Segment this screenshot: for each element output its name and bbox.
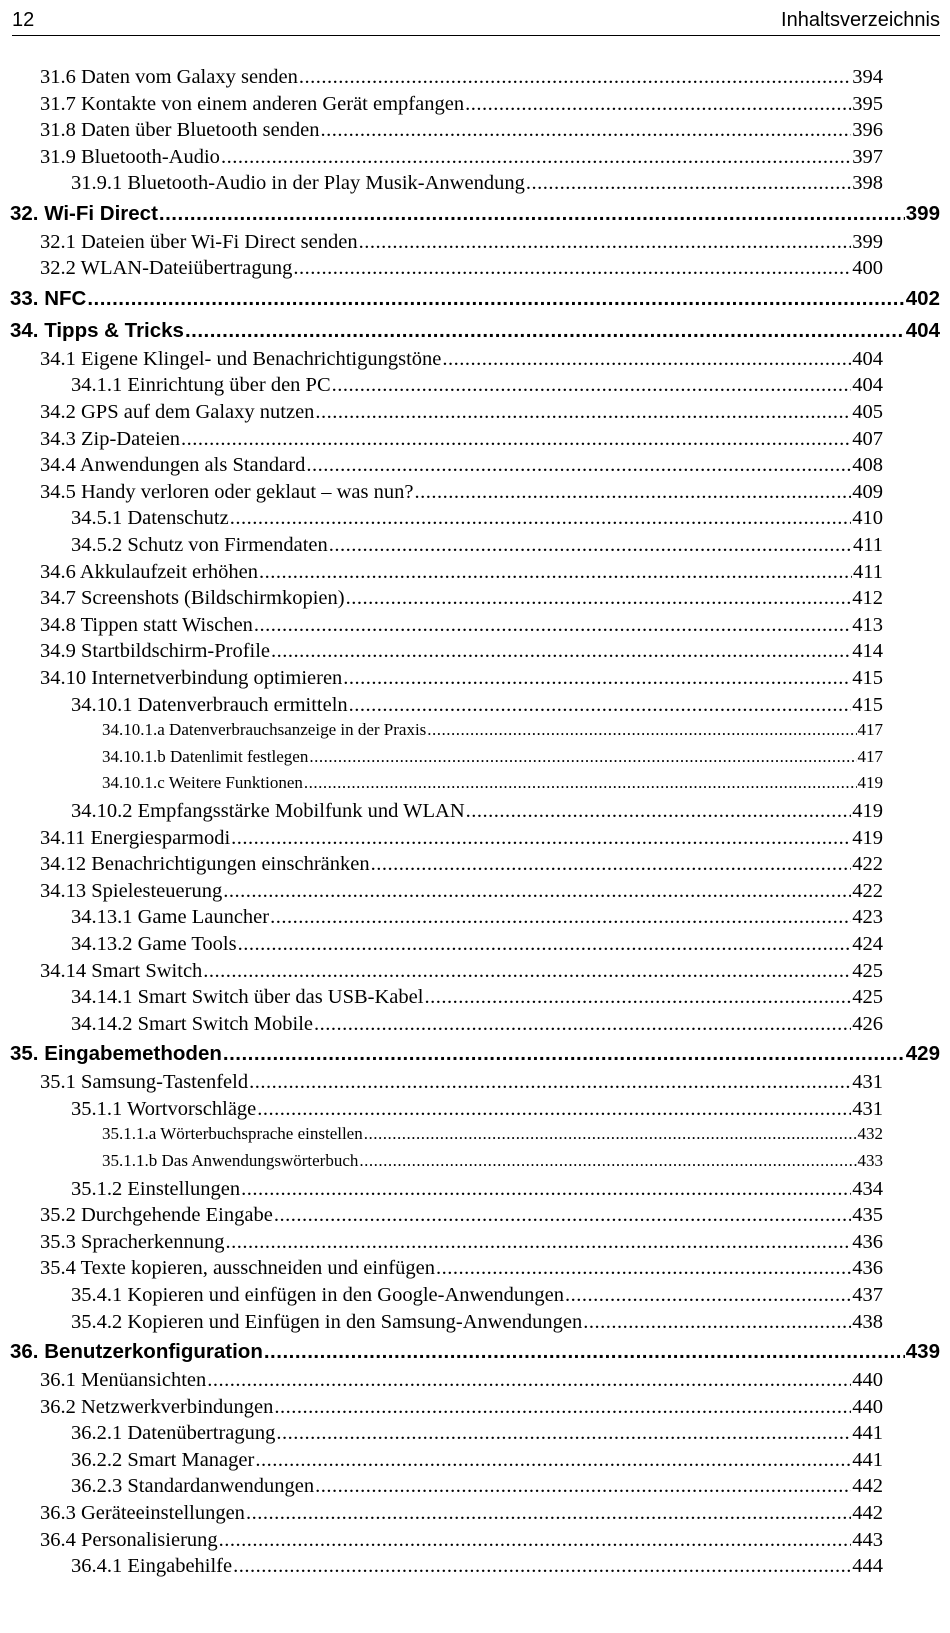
- dot-leader: [359, 231, 852, 254]
- dot-leader: [181, 428, 851, 451]
- toc-entry: [40, 66, 883, 89]
- toc-entry-title: 36.4.1 Eingabehilfe: [71, 1555, 233, 1577]
- toc-entry-page: 400: [852, 257, 883, 279]
- toc-entry-page: 408: [852, 454, 883, 476]
- toc-entry-page: 415: [852, 694, 883, 716]
- dot-leader: [271, 640, 851, 663]
- dot-leader: [466, 800, 852, 823]
- toc-entry-title: 34.13 Spielesteuerung: [40, 880, 223, 902]
- toc-entry-page: 394: [852, 66, 883, 88]
- toc-entry-page: 444: [852, 1555, 883, 1577]
- toc-entry-page: 404: [905, 319, 940, 342]
- toc-entry-title: 34.2 GPS auf dem Galaxy nutzen: [40, 401, 315, 423]
- toc-entry: [71, 1311, 883, 1334]
- toc-entry-page: 409: [852, 481, 883, 503]
- dot-leader: [257, 1098, 851, 1121]
- toc-entry: [40, 428, 883, 451]
- toc-entry-title: 31.8 Daten über Bluetooth senden: [40, 119, 320, 141]
- toc-entry-title: 34.5.2 Schutz von Firmendaten: [71, 534, 328, 556]
- toc-entry-title: 32.2 WLAN-Dateiübertragung: [40, 257, 293, 279]
- toc-entry-page: 438: [852, 1311, 883, 1333]
- dot-leader: [343, 667, 851, 690]
- toc-entry-title: 33. NFC: [10, 287, 87, 310]
- toc-entry-page: 404: [852, 374, 883, 396]
- toc-entry-title: 34.14.1 Smart Switch über das USB-Kabel: [71, 986, 424, 1008]
- page-header: [12, 7, 940, 36]
- dot-leader: [255, 1449, 851, 1472]
- dot-leader: [223, 1042, 905, 1066]
- toc-entry-title: 31.9 Bluetooth-Audio: [40, 146, 220, 168]
- toc-entry-title: 35.1.1 Wortvorschläge: [71, 1098, 257, 1120]
- toc-entry-page: 412: [852, 587, 883, 609]
- toc-entry-page: 440: [852, 1369, 883, 1391]
- toc-entry-title: 31.6 Daten vom Galaxy senden: [40, 66, 298, 88]
- dot-leader: [315, 401, 851, 424]
- toc-entry-title: 34.8 Tippen statt Wischen: [40, 614, 253, 636]
- dot-leader: [321, 119, 852, 142]
- toc-entry-page: 440: [852, 1396, 883, 1418]
- dot-leader: [225, 1231, 851, 1254]
- dot-leader: [427, 720, 856, 740]
- toc-entry-title: 34.10.1.a Datenverbrauchsanzeige in der Praxis: [102, 720, 427, 739]
- toc-entry-title: 36.2 Netzwerkverbindungen: [40, 1396, 274, 1418]
- toc-entry-title: 34.13.2 Game Tools: [71, 933, 237, 955]
- toc-entry-page: 436: [852, 1257, 883, 1279]
- toc-entry: [71, 534, 883, 557]
- dot-leader: [349, 694, 852, 717]
- toc-entry: [40, 614, 883, 637]
- dot-leader: [274, 1396, 851, 1419]
- toc-entry-title: 35.1.1.b Das Anwendungswörterbuch: [102, 1151, 359, 1170]
- toc-entry-page: 419: [852, 800, 883, 822]
- toc-entry-title: 35.1.1.a Wörterbuchsprache einstellen: [102, 1124, 363, 1143]
- toc-chapter-entry: [10, 202, 940, 226]
- toc-entry: [40, 640, 883, 663]
- dot-leader: [436, 1257, 851, 1280]
- dot-leader: [442, 348, 851, 371]
- toc-entry-title: 35.2 Durchgehende Eingabe: [40, 1204, 273, 1226]
- toc-entry: [71, 906, 883, 929]
- toc-entry-page: 435: [852, 1204, 883, 1226]
- toc-entry: [40, 960, 883, 983]
- dot-leader: [219, 1529, 852, 1552]
- dot-leader: [299, 66, 851, 89]
- toc-entry-page: 425: [852, 960, 883, 982]
- toc-entry-page: 443: [852, 1529, 883, 1551]
- dot-leader: [359, 1151, 856, 1171]
- toc-entry: [71, 172, 883, 195]
- toc-entry-page: 424: [852, 933, 883, 955]
- dot-leader: [254, 614, 851, 637]
- toc-entry: [71, 1422, 883, 1445]
- toc-entry-page: 405: [852, 401, 883, 423]
- toc-entry-title: 34.3 Zip-Dateien: [40, 428, 181, 450]
- dot-leader: [565, 1284, 851, 1307]
- header-title: Inhaltsverzeichnis: [781, 9, 940, 31]
- toc-entry-title: 36.2.3 Standardanwendungen: [71, 1475, 315, 1497]
- toc-entry: [40, 880, 883, 903]
- toc-entry-page: 437: [852, 1284, 883, 1306]
- toc-entry-title: 34.13.1 Game Launcher: [71, 906, 270, 928]
- dot-leader: [185, 319, 905, 343]
- toc-entry-title: 34.10.1.b Datenlimit festlegen: [102, 747, 309, 766]
- toc-entry-title: 34.14 Smart Switch: [40, 960, 203, 982]
- toc-entry: [40, 1071, 883, 1094]
- dot-leader: [159, 202, 905, 226]
- toc-entry: [71, 1475, 883, 1498]
- toc-entry: [40, 827, 883, 850]
- dot-leader: [306, 454, 851, 477]
- toc-entry-title: 34.12 Benachrichtigungen einschränken: [40, 853, 370, 875]
- dot-leader: [274, 1204, 851, 1227]
- toc-entry-page: 434: [852, 1178, 883, 1200]
- dot-leader: [246, 1502, 851, 1525]
- toc-entry: [40, 1257, 883, 1280]
- toc-entry-page: 436: [852, 1231, 883, 1253]
- toc-entry-title: 36.4 Personalisierung: [40, 1529, 218, 1551]
- toc-chapter-entry: [10, 287, 940, 311]
- toc-entry-page: 431: [852, 1098, 883, 1120]
- page-number: 12: [12, 9, 35, 31]
- toc-entry-title: 34.4 Anwendungen als Standard: [40, 454, 306, 476]
- dot-leader: [371, 853, 852, 876]
- toc-entry-title: 34.5.1 Datenschutz: [71, 507, 229, 529]
- toc-entry: [40, 1529, 883, 1552]
- dot-leader: [230, 507, 852, 530]
- toc-chapter-entry: [10, 1042, 940, 1066]
- toc-entry-title: 34. Tipps & Tricks: [10, 319, 184, 342]
- toc-entry-title: 34.7 Screenshots (Bildschirmkopien): [40, 587, 345, 609]
- toc-entry: [40, 93, 883, 116]
- toc-chapter-entry: [10, 319, 940, 343]
- dot-leader: [207, 1369, 851, 1392]
- toc-entry-page: 422: [852, 880, 883, 902]
- dot-leader: [249, 1071, 851, 1094]
- toc-entry-page: 431: [852, 1071, 883, 1093]
- toc-entry: [40, 667, 883, 690]
- toc-entry-page: 413: [852, 614, 883, 636]
- toc-entry-page: 417: [857, 720, 883, 739]
- toc-entry-page: 395: [852, 93, 883, 115]
- toc-entry-title: 35.4.2 Kopieren und Einfügen in den Samsung-Anwendungen: [71, 1311, 583, 1333]
- dot-leader: [264, 1340, 905, 1364]
- dot-leader: [276, 1422, 851, 1445]
- toc-entry-title: 35.1 Samsung-Tastenfeld: [40, 1071, 249, 1093]
- toc-entry: [40, 481, 883, 504]
- dot-leader: [223, 880, 851, 903]
- dot-leader: [87, 287, 904, 311]
- dot-leader: [465, 93, 851, 116]
- toc-entry-title: 32.1 Dateien über Wi-Fi Direct senden: [40, 231, 358, 253]
- toc-entry-page: 402: [905, 287, 940, 310]
- dot-leader: [329, 534, 852, 557]
- dot-leader: [238, 933, 852, 956]
- toc-entry-title: 34.9 Startbildschirm-Profile: [40, 640, 271, 662]
- toc-entry-page: 407: [852, 428, 883, 450]
- dot-leader: [293, 257, 851, 280]
- toc-entry: [40, 119, 883, 142]
- toc-entry: [71, 1284, 883, 1307]
- toc-entry-title: 36.2.1 Datenübertragung: [71, 1422, 276, 1444]
- dot-leader: [332, 374, 852, 397]
- dot-leader: [233, 1555, 851, 1578]
- dot-leader: [414, 481, 851, 504]
- toc-entry-page: 410: [852, 507, 883, 529]
- toc-entry: [102, 747, 883, 767]
- toc-entry-page: 441: [852, 1449, 883, 1471]
- toc-entry-page: 422: [852, 853, 883, 875]
- toc-entry: [102, 1151, 883, 1171]
- toc-entry-title: 36. Benutzerkonfiguration: [10, 1340, 263, 1363]
- toc-entry-title: 34.10.1 Datenverbrauch ermitteln: [71, 694, 348, 716]
- toc-chapter-entry: [10, 1340, 940, 1364]
- toc-entry-page: 429: [905, 1042, 940, 1065]
- toc-entry: [40, 853, 883, 876]
- toc-entry: [71, 507, 883, 530]
- dot-leader: [259, 561, 852, 584]
- dot-leader: [315, 1475, 851, 1498]
- toc-entry-page: 399: [905, 202, 940, 225]
- toc-entry: [40, 231, 883, 254]
- toc-entry-title: 31.7 Kontakte von einem anderen Gerät empfangen: [40, 93, 465, 115]
- toc-entry: [40, 348, 883, 371]
- toc-entry-page: 441: [852, 1422, 883, 1444]
- toc-entry-title: 32. Wi-Fi Direct: [10, 202, 158, 225]
- dot-leader: [526, 172, 851, 195]
- toc-entry: [40, 587, 883, 610]
- toc-entry-title: 34.10.1.c Weitere Funktionen: [102, 773, 303, 792]
- toc-entry-page: 397: [852, 146, 883, 168]
- toc-entry: [102, 1124, 883, 1144]
- toc-entry-title: 34.1.1 Einrichtung über den PC: [71, 374, 331, 396]
- toc-entry-page: 419: [852, 827, 883, 849]
- toc-entry-title: 36.1 Menüansichten: [40, 1369, 207, 1391]
- dot-leader: [304, 773, 857, 793]
- toc-entry-page: 425: [852, 986, 883, 1008]
- dot-leader: [583, 1311, 851, 1334]
- dot-leader: [346, 587, 852, 610]
- toc-entry-title: 35.3 Spracherkennung: [40, 1231, 225, 1253]
- toc-entry-title: 34.6 Akkulaufzeit erhöhen: [40, 561, 259, 583]
- toc-entry-page: 419: [857, 773, 883, 792]
- toc-entry: [71, 1555, 883, 1578]
- dot-leader: [270, 906, 851, 929]
- toc-entry-title: 31.9.1 Bluetooth-Audio in der Play Musik-Anwendung: [71, 172, 525, 194]
- toc-entry-page: 426: [852, 1013, 883, 1035]
- toc-entry: [40, 257, 883, 280]
- toc-entry-title: 34.14.2 Smart Switch Mobile: [71, 1013, 314, 1035]
- dot-leader: [203, 960, 851, 983]
- dot-leader: [314, 1013, 851, 1036]
- toc-entry-page: 432: [857, 1124, 883, 1143]
- toc-entry: [71, 694, 883, 717]
- toc-entry: [71, 933, 883, 956]
- toc-entry-page: 433: [857, 1151, 883, 1170]
- toc-entry: [102, 720, 883, 740]
- toc-entry: [40, 1231, 883, 1254]
- toc-entry: [40, 561, 883, 584]
- dot-leader: [241, 1178, 851, 1201]
- toc-entry: [40, 1502, 883, 1525]
- toc-entry: [71, 1178, 883, 1201]
- toc-entry-page: 411: [853, 561, 883, 583]
- dot-leader: [364, 1124, 857, 1144]
- toc-entry: [71, 800, 883, 823]
- toc-entry: [71, 374, 883, 397]
- toc-entry: [102, 773, 883, 793]
- toc-entry: [71, 1449, 883, 1472]
- toc-entry-title: 35.4 Texte kopieren, ausschneiden und einfügen: [40, 1257, 435, 1279]
- toc-entry-page: 423: [852, 906, 883, 928]
- toc-entry-page: 396: [852, 119, 883, 141]
- toc-entry: [40, 401, 883, 424]
- toc-entry-title: 34.5 Handy verloren oder geklaut – was nun?: [40, 481, 414, 503]
- toc-entry-page: 411: [853, 534, 883, 556]
- toc-entry-title: 35.1.2 Einstellungen: [71, 1178, 241, 1200]
- dot-leader: [231, 827, 851, 850]
- toc-entry-page: 442: [852, 1502, 883, 1524]
- toc-entry: [71, 986, 883, 1009]
- toc-entry-title: 36.3 Geräteeinstellungen: [40, 1502, 245, 1524]
- toc-entry-title: 34.11 Energiesparmodi: [40, 827, 231, 849]
- toc-entry-page: 399: [852, 231, 883, 253]
- toc-entry-title: 34.1 Eigene Klingel- und Benachrichtigungstöne: [40, 348, 442, 370]
- toc-entry-page: 417: [857, 747, 883, 766]
- toc-entry-title: 35.4.1 Kopieren und einfügen in den Google-Anwendungen: [71, 1284, 565, 1306]
- toc-entry: [40, 454, 883, 477]
- toc-entry: [40, 1396, 883, 1419]
- toc-entry-title: 36.2.2 Smart Manager: [71, 1449, 255, 1471]
- toc-entry: [40, 1204, 883, 1227]
- dot-leader: [424, 986, 851, 1009]
- toc-entry-title: 34.10.2 Empfangsstärke Mobilfunk und WLAN: [71, 800, 465, 822]
- dot-leader: [221, 146, 851, 169]
- toc-entry-page: 404: [852, 348, 883, 370]
- toc-entry: [71, 1013, 883, 1036]
- toc-entry-title: 35. Eingabemethoden: [10, 1042, 222, 1065]
- toc-entry-page: 439: [905, 1340, 940, 1363]
- dot-leader: [309, 747, 856, 767]
- toc-entry-page: 398: [852, 172, 883, 194]
- toc-entry-page: 442: [852, 1475, 883, 1497]
- toc-entry: [71, 1098, 883, 1121]
- toc-entry-page: 415: [852, 667, 883, 689]
- toc-entry-page: 414: [852, 640, 883, 662]
- toc-entry: [40, 146, 883, 169]
- toc-entry-title: 34.10 Internetverbindung optimieren: [40, 667, 343, 689]
- toc-entry: [40, 1369, 883, 1392]
